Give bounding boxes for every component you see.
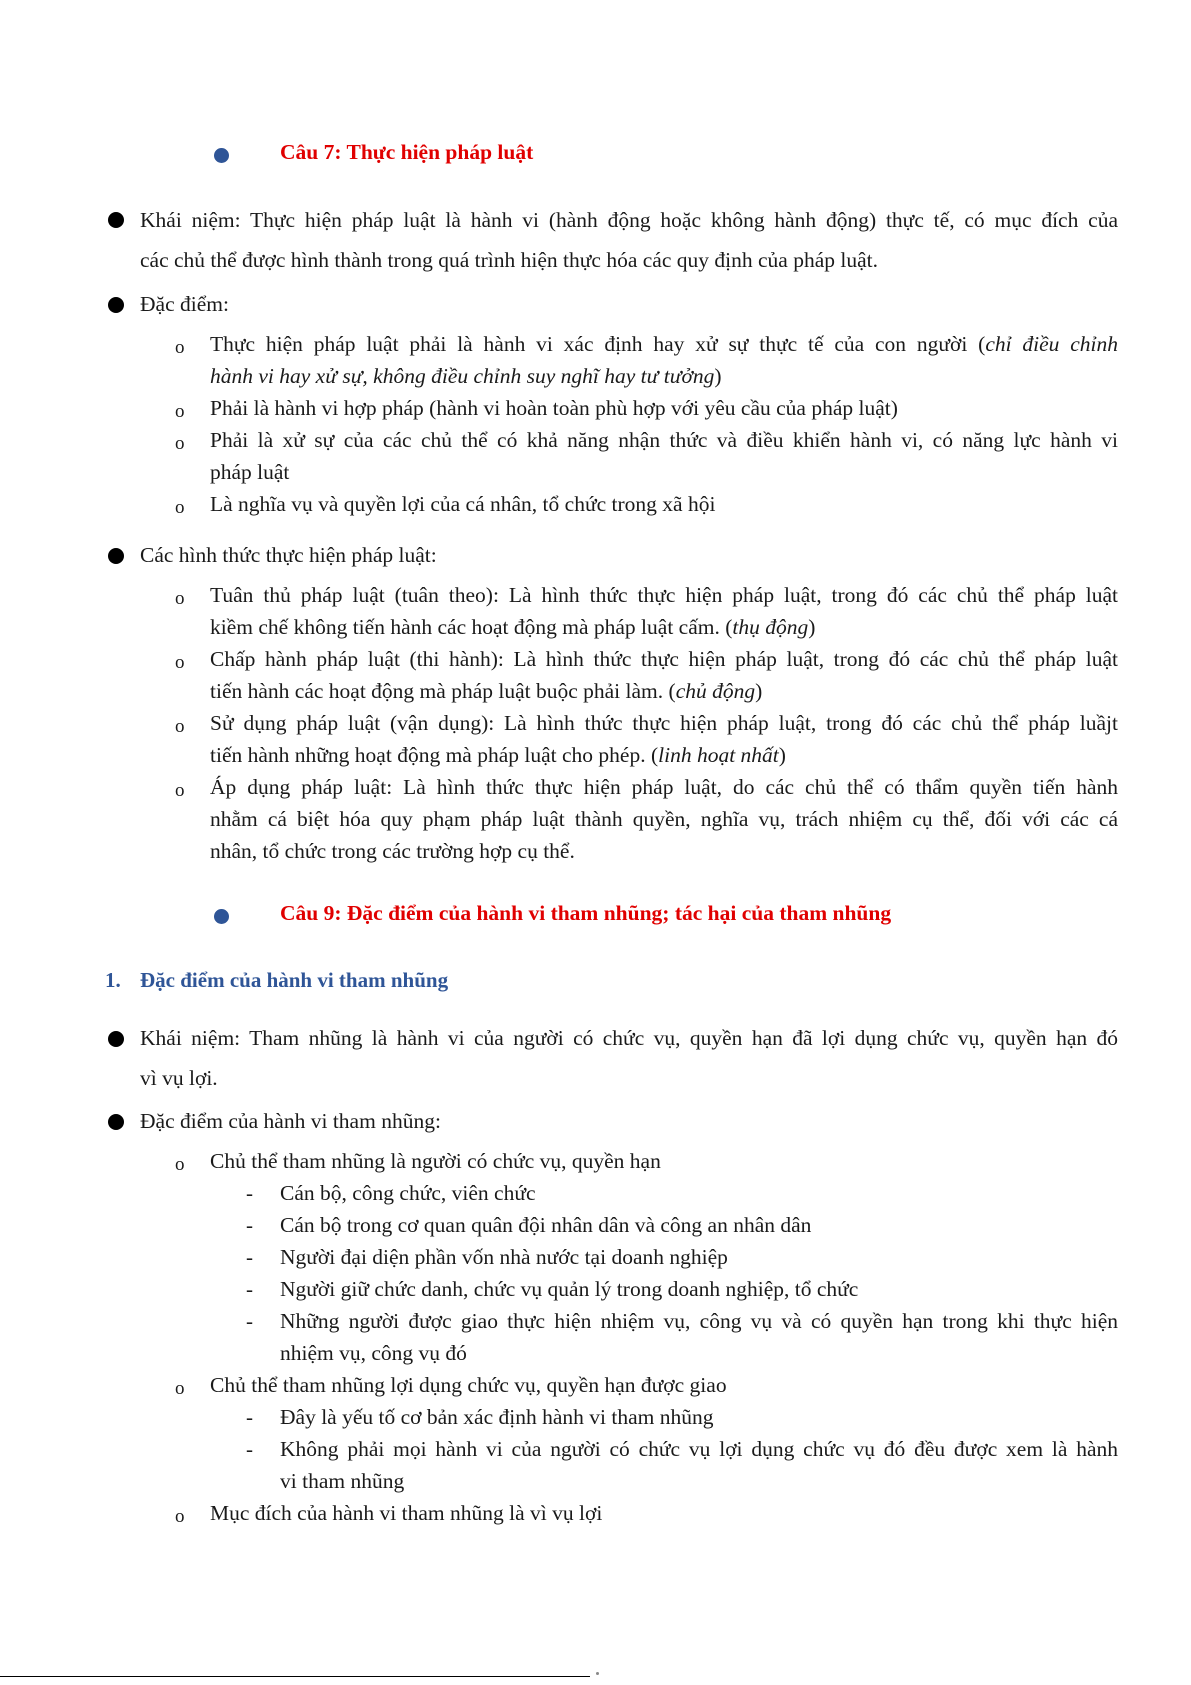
- bullet-icon: [108, 1031, 124, 1047]
- forms-label: Các hình thức thực hiện pháp luật:: [140, 543, 437, 567]
- dash-icon: -: [246, 1405, 253, 1429]
- circle-bullet-icon: o: [175, 337, 185, 358]
- feature-4: Là nghĩa vụ và quyền lợi của cá nhân, tổ chức trong xã hội: [210, 492, 716, 516]
- form-2-line-1: Chấp hành pháp luật (thi hành): Là hình thức thực hiện pháp luật, trong đó các chủ thể pháp luật: [210, 647, 1118, 671]
- form-2-line-2: [210, 675, 762, 707]
- form-1-text: kiềm chế không tiến hành các hoạt động mà pháp luật cấm. (: [210, 615, 733, 639]
- section-bullet-icon: [214, 909, 229, 924]
- bullet-icon: [108, 1114, 124, 1130]
- form-2-text: tiến hành các hoạt động mà pháp luật buộc phải làm. (: [210, 679, 676, 703]
- form-4-line-2: nhằm cá biệt hóa quy phạm pháp luật thành quyền, nghĩa vụ, trách nhiệm cụ thể, đối với các cá: [210, 807, 1118, 831]
- feature-1-italic: chỉ điều chỉnh: [985, 332, 1118, 356]
- concept-line-2: các chủ thể được hình thành trong quá trình hiện thực hóa các quy định của pháp luật.: [140, 248, 878, 272]
- section-bullet-icon: [214, 148, 229, 163]
- form-1-line-1: Tuân thủ pháp luật (tuân theo): Là hình thức thực hiện pháp luật, trong đó các chủ thể pháp luật: [210, 583, 1118, 607]
- subject-item-3: Người đại diện phần vốn nhà nước tại doanh nghiệp: [280, 1245, 728, 1269]
- subheading-number: 1.: [105, 968, 121, 992]
- circle-bullet-icon: o: [175, 780, 185, 801]
- form-3-italic: linh hoạt nhất: [658, 743, 779, 767]
- form-4-line-3: nhân, tổ chức trong các trường hợp cụ thể.: [210, 839, 575, 863]
- form-3-line-2: [210, 739, 786, 771]
- section-7-heading: Câu 7: Thực hiện pháp luật: [280, 140, 534, 164]
- circle-bullet-icon: o: [175, 401, 185, 422]
- footer-mark: [596, 1672, 599, 1675]
- circle-bullet-icon: o: [175, 588, 185, 609]
- section-9-heading: Câu 9: Đặc điểm của hành vi tham nhũng; tác hại của tham nhũng: [280, 901, 892, 925]
- corruption-features-label: Đặc điểm của hành vi tham nhũng:: [140, 1109, 441, 1133]
- subject-item-2: Cán bộ trong cơ quan quân đội nhân dân và công an nhân dân: [280, 1213, 812, 1237]
- form-1-end: ): [808, 615, 816, 639]
- dash-icon: -: [246, 1437, 253, 1461]
- concept-line-1: Khái niệm: Thực hiện pháp luật là hành vi (hành động hoặc không hành động) thực tế, có mục đích của: [140, 208, 1118, 232]
- dash-icon: -: [246, 1277, 253, 1301]
- dash-icon: -: [246, 1309, 253, 1333]
- dash-icon: -: [246, 1181, 253, 1205]
- bullet-icon: [108, 297, 124, 313]
- circle-bullet-icon: o: [175, 433, 185, 454]
- feature-3-line-2: pháp luật: [210, 460, 290, 484]
- bullet-icon: [108, 548, 124, 564]
- dash-icon: -: [246, 1213, 253, 1237]
- feature-1-italic-2: hành vi hay xử sự, không điều chỉnh suy nghĩ hay tư tưởng: [210, 364, 715, 388]
- corruption-concept-line-1: Khái niệm: Tham nhũng là hành vi của người có chức vụ, quyền hạn đã lợi dụng chức vụ, quyền hạn đó: [140, 1026, 1118, 1050]
- circle-bullet-icon: o: [175, 497, 185, 518]
- form-1-line-2: [210, 611, 815, 643]
- abuse-item-2-line-1: Không phải mọi hành vi của người có chức vụ lợi dụng chức vụ đó đều được xem là hành: [280, 1437, 1118, 1461]
- dash-icon: -: [246, 1245, 253, 1269]
- subject-item-5-line-1: Những người được giao thực hiện nhiệm vụ, công vụ và có quyền hạn trong khi thực hiện: [280, 1309, 1118, 1333]
- circle-bullet-icon: o: [175, 1378, 185, 1399]
- abuse-item-1: Đây là yếu tố cơ bản xác định hành vi tham nhũng: [280, 1405, 714, 1429]
- form-2-italic: chủ động: [675, 679, 756, 703]
- form-3-end: ): [778, 743, 786, 767]
- form-4-line-1: Áp dụng pháp luật: Là hình thức thực hiện pháp luật, do các chủ thể có thẩm quyền tiến hành: [210, 775, 1118, 799]
- feature-1-end: ): [714, 364, 722, 388]
- feature-1-line-2: [210, 360, 722, 392]
- corruption-feature-3: Mục đích của hành vi tham nhũng là vì vụ lợi: [210, 1501, 603, 1525]
- subject-item-1: Cán bộ, công chức, viên chức: [280, 1181, 536, 1205]
- circle-bullet-icon: o: [175, 1506, 185, 1527]
- circle-bullet-icon: o: [175, 716, 185, 737]
- subject-item-5-line-2: nhiệm vụ, công vụ đó: [280, 1341, 467, 1365]
- bullet-icon: [108, 212, 124, 228]
- form-3-text: tiến hành những hoạt động mà pháp luật cho phép. (: [210, 743, 659, 767]
- subject-item-4: Người giữ chức danh, chức vụ quản lý trong doanh nghiệp, tổ chức: [280, 1277, 859, 1301]
- feature-1-line-1: [210, 328, 1118, 360]
- form-3-line-1: Sử dụng pháp luật (vận dụng): Là hình thức thực hiện pháp luật, trong đó các chủ thể pháp luầjt: [210, 711, 1118, 735]
- circle-bullet-icon: o: [175, 1154, 185, 1175]
- abuse-item-2-line-2: vi tham nhũng: [280, 1469, 405, 1493]
- subheading-title: Đặc điểm của hành vi tham nhũng: [140, 968, 449, 992]
- feature-2: Phải là hành vi hợp pháp (hành vi hoàn toàn phù hợp với yêu cầu của pháp luật): [210, 396, 898, 420]
- features-label: Đặc điểm:: [140, 292, 229, 316]
- form-2-end: ): [755, 679, 763, 703]
- circle-bullet-icon: o: [175, 652, 185, 673]
- corruption-feature-2: Chủ thể tham nhũng lợi dụng chức vụ, quyền hạn được giao: [210, 1373, 727, 1397]
- corruption-feature-1: Chủ thể tham nhũng là người có chức vụ, quyền hạn: [210, 1149, 661, 1173]
- corruption-concept-line-2: vì vụ lợi.: [140, 1066, 218, 1090]
- feature-3-line-1: Phải là xử sự của các chủ thể có khả năng nhận thức và điều khiển hành vi, có năng lực hành vi: [210, 428, 1118, 452]
- footer-rule: [0, 1676, 590, 1677]
- form-1-italic: thụ động: [732, 615, 809, 639]
- feature-1-text: Thực hiện pháp luật phải là hành vi xác định hay xử sự thực tế của con người (: [210, 332, 986, 356]
